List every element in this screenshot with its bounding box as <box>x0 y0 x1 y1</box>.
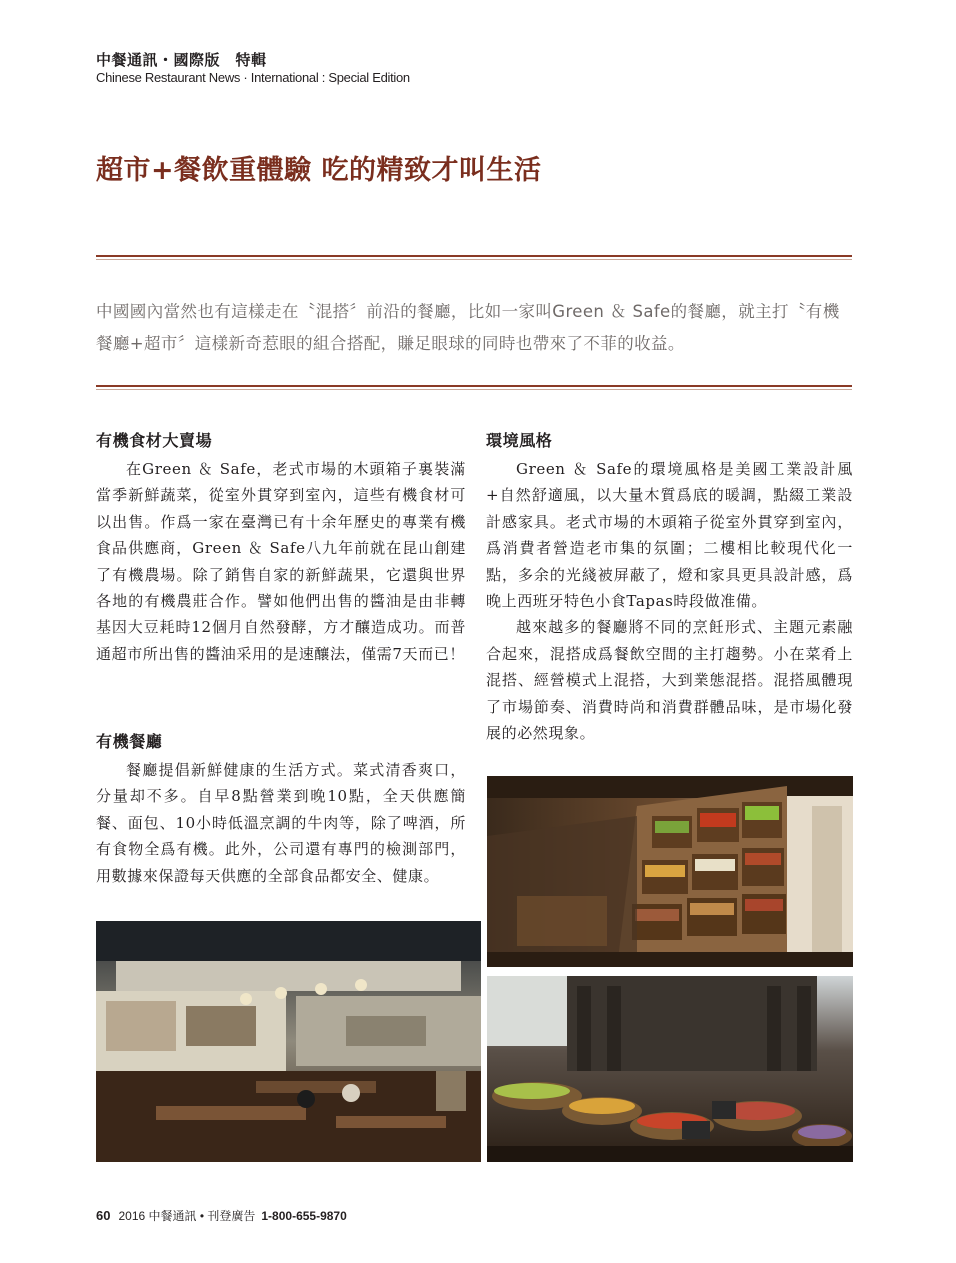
lead-paragraph: 中國國內當然也有這樣走在〝混搭〞前沿的餐廳，比如一家叫Green ＆ Safe的餐廳，就主打〝有機餐廳+超市〞這樣新奇惹眼的組合搭配，賺足眼球的同時也帶來了不菲的收益。 <box>96 302 840 353</box>
left-column-bottom <box>96 727 466 889</box>
section-heading-organic-market: 有機食材大賣場 <box>96 431 213 450</box>
footer-text: 2016 中餐通訊 • 刊登廣告 <box>118 1209 256 1223</box>
right-column <box>486 426 853 746</box>
section-heading-environment: 環境風格 <box>486 431 553 450</box>
footer-phone: 1-800-655-9870 <box>261 1209 347 1223</box>
lead-top-rule <box>96 255 852 257</box>
section-header-english: Chinese Restaurant News · International : Special Edition <box>96 70 410 85</box>
section-heading-organic-restaurant: 有機餐廳 <box>96 732 163 751</box>
article-title: 超市+餐飲重體驗 吃的精致才叫生活 <box>96 155 542 186</box>
section-header-chinese: 中餐通訊・國際版 特輯 <box>96 51 267 69</box>
left-column-top <box>96 426 466 667</box>
page-number: 60 <box>96 1208 111 1223</box>
page-footer <box>96 1207 347 1224</box>
photo-restaurant-interior <box>96 921 481 1162</box>
photo-market-baskets <box>487 976 853 1162</box>
lead-bottom-rule <box>96 385 852 387</box>
section-body-organic-market: 在Green ＆ Safe，老式市場的木頭箱子裏裝滿當季新鮮蔬菜，從室外貫穿到室內，這些有機食材可以出售。作爲一家在臺灣已有十余年歷史的專業有機食品供應商，Green ＆ Safe八九年前就在昆山創建了有機農場。除了銷售自家的新鮮蔬果，它還與世界各地的有機農莊合作。譬如他們出售的醬油是由非轉基因大豆耗時12個月自然發酵，方才釀造成功。而普通超市所出售的醬油采用的是速釀法，僅需7天而已！ <box>96 460 466 663</box>
section-body-mix-trend: 越來越多的餐廳將不同的烹飪形式、主題元素融合起來，混搭成爲餐飲空間的主打趨勢。小在菜肴上混搭、經營模式上混搭，大到業態混搭。混搭風體現了市場節奏、消費時尚和消費群體品味，是市場化發展的必然現象。 <box>486 618 853 743</box>
section-body-environment: Green ＆ Safe的環境風格是美國工業設計風+自然舒適風，以大量木質爲底的暖調，點綴工業設計感家具。老式市場的木頭箱子從室外貫穿到室內，爲消費者營造老市集的氛圍；二樓相比較現代化一點，多余的光綫被屏蔽了，燈和家具更具設計感，爲晚上西班牙特色小食Tapas時段做准備。 <box>486 460 853 611</box>
photo-produce-crates <box>487 776 853 967</box>
section-body-organic-restaurant: 餐廳提倡新鮮健康的生活方式。菜式清香爽口，分量却不多。自早8點營業到晚10點，全天供應簡餐、面包、10小時低溫烹調的牛肉等，除了啤酒，所有食物全爲有機。此外，公司還有專門的檢測部門，用數據來保證每天供應的全部食品都安全、健康。 <box>96 761 466 885</box>
